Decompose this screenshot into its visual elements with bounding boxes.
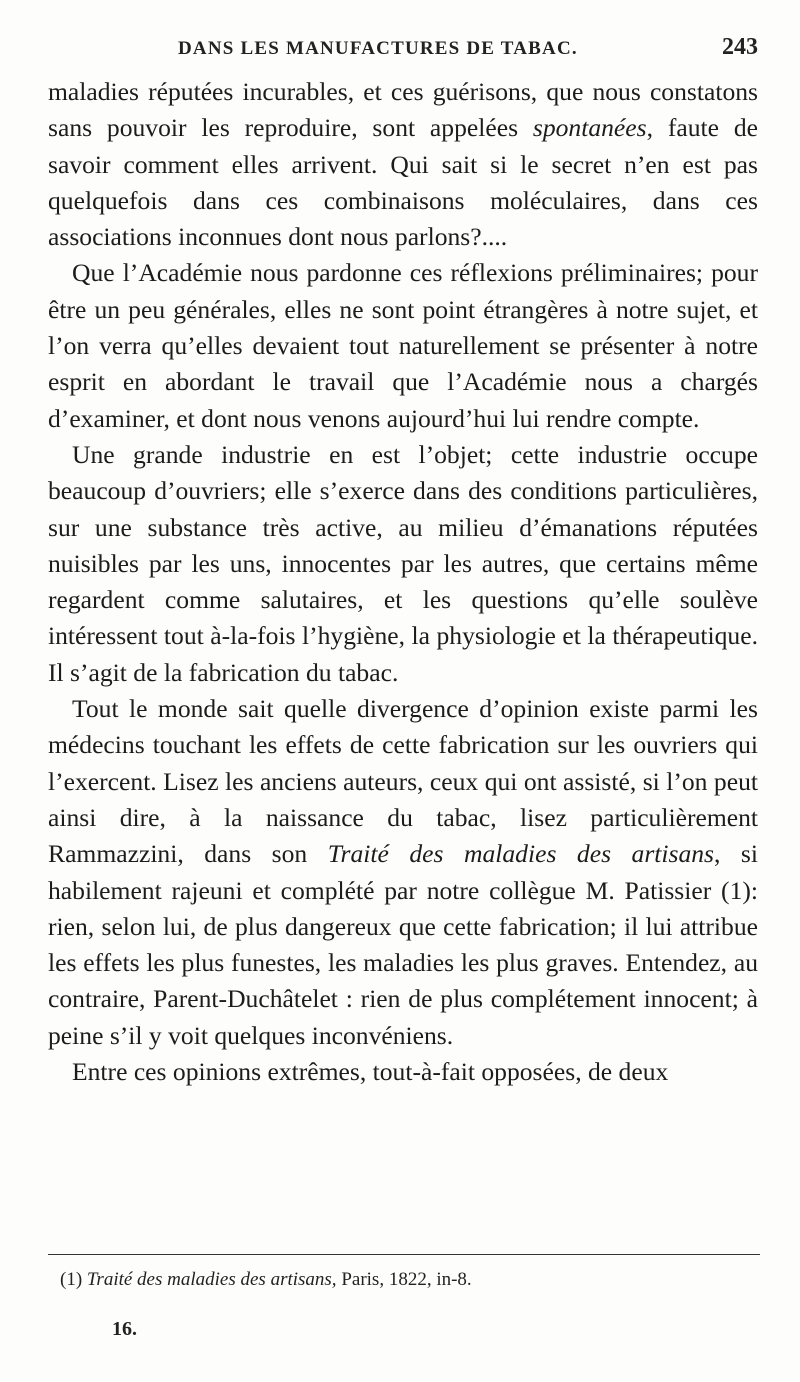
paragraph-text: , faute de savoir comment elles arrivent. Qui sait si le secret n’en est pas quelquefois dans ces combinaisons moléculaires, dans ces associations inconnues dont nous parlons?.... [48,113,758,252]
italic-term: spontanées [532,113,647,143]
paragraph [48,691,758,1054]
body-text [48,74,758,1090]
paragraph-text: Tout le monde sait quelle divergence d’opinion existe parmi les médecins touchant les effets de cette fabrication sur les ouvriers qui l’exercent. Lisez les anciens auteurs, ceux qui ont assisté, si l’on peut ainsi dire, à la naissance du tabac, lisez particulièrement Rammazzini, dans son [48,694,758,869]
footnote-title: Traité des maladies des artisans, [86,1269,337,1290]
paragraph-text: , si habilement rajeuni et complété par notre collègue M. Patissier (1): rien, selon lui, de plus dangereux que cette fabrication; il lui attribue les effets les plus funestes, les maladies les plus graves. Entendez, au contraire, Parent-Duchâtelet : rien de plus complétement innocent; à peine s’il y voit quelques inconvéniens. [48,839,759,1050]
paragraph-continued [48,74,758,255]
paragraph-text: maladies réputées incurables, et ces guérisons, que nous constatons sans pouvoir les reproduire, sont appelées [48,77,758,143]
footnote-marker: (1) [60,1269,87,1290]
running-head: DANS LES MANUFACTURES DE TABAC. [178,38,578,59]
page-header [48,34,758,74]
footnote-rule [48,1254,760,1255]
paragraph: Entre ces opinions extrêmes, tout-à-fait opposées, de deux [72,1057,669,1087]
footnote [60,1266,760,1294]
paragraph: Une grande industrie en est l’objet; cette industrie occupe beaucoup d’ouvriers; elle s’exerce dans des conditions particulières, sur une substance très active, au milieu d’émanations réputées nuisibles par les uns, innocentes par les autres, que certains même regardent comme salutaires, et les questions qu’elle soulève intéressent tout à-la-fois l’hygiène, la physiologie et la thérapeutique. Il s’agit de la fabrication du tabac. [48,439,758,687]
footnote-text: Paris, 1822, in-8. [336,1269,472,1290]
paragraph: Que l’Académie nous pardonne ces réflexions préliminaires; pour être un peu générales, elles ne sont point étrangères à notre sujet, et l’on verra qu’elles devaient tout naturellement se présenter à notre esprit en abordant le travail que l’Académie nous a chargés d’examiner, et dont nous venons aujourd’hui lui rendre compte. [48,258,758,433]
page-number: 243 [722,34,758,60]
signature-mark: 16. [112,1318,137,1340]
book-title: Traité des maladies des artisans [327,839,715,869]
